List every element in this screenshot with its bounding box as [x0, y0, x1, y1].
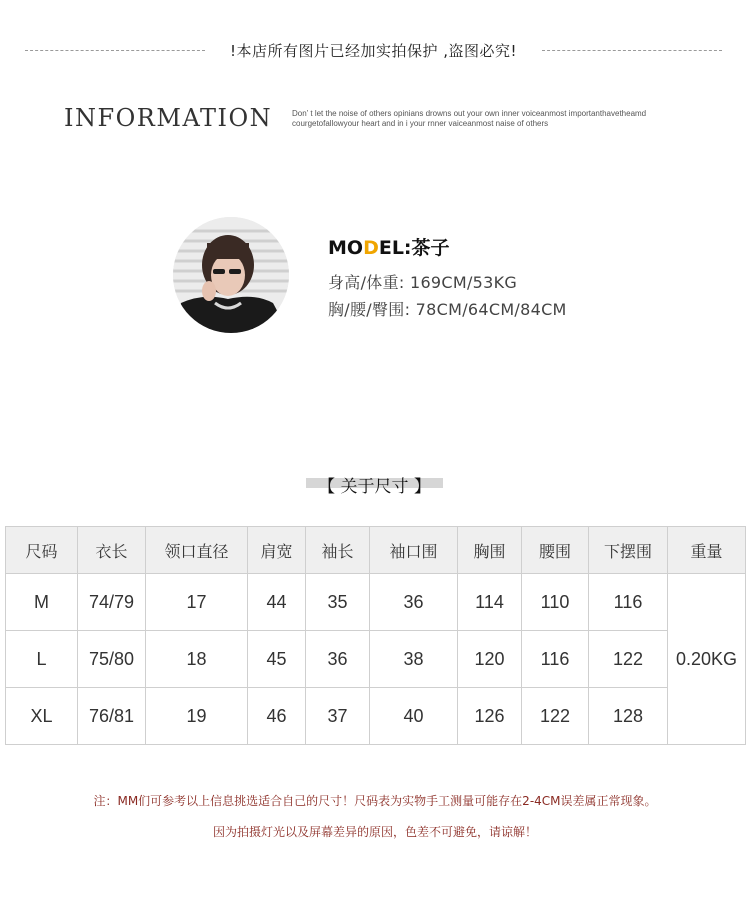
table-header-row	[6, 527, 746, 574]
table-cell: 18	[146, 631, 248, 688]
information-subtitle-line2: courgetofallowyour heart and in i your rnner vaiceanmost naise of others	[292, 119, 549, 128]
header-hem: 下摆围	[589, 527, 668, 574]
header-sleeve: 袖长	[306, 527, 370, 574]
model-name-value: 茶子	[411, 237, 450, 259]
notice-row	[0, 38, 750, 62]
size-heading-text: 【 关于尺寸 】	[318, 477, 431, 497]
table-cell: 35	[306, 574, 370, 631]
table-cell: 36	[370, 574, 458, 631]
header-bust: 胸围	[458, 527, 522, 574]
table-row	[6, 688, 746, 745]
model-label-part-a: MO	[328, 237, 364, 259]
table-cell: 120	[458, 631, 522, 688]
table-cell: 45	[248, 631, 306, 688]
table-cell: 74/79	[78, 574, 146, 631]
information-title: INFORMATION	[64, 104, 273, 132]
size-disclaimer-note: 注：MM们可参考以上信息挑选适合自己的尺寸！尺码表为实物手工测量可能存在2-4CM误差属正常现象。	[93, 794, 657, 808]
table-cell: 116	[589, 574, 668, 631]
table-cell: M	[6, 574, 78, 631]
table-cell: 19	[146, 688, 248, 745]
table-cell: 122	[522, 688, 589, 745]
model-measurements: 胸/腰/臀围: 78CM/64CM/84CM	[328, 300, 567, 319]
weight-cell: 0.20KG	[668, 574, 746, 745]
size-table	[5, 526, 746, 745]
model-label-highlight: D	[363, 237, 379, 259]
table-cell: 128	[589, 688, 668, 745]
table-cell: 122	[589, 631, 668, 688]
table-cell: 110	[522, 574, 589, 631]
table-cell: 38	[370, 631, 458, 688]
header-weight: 重量	[668, 527, 746, 574]
table-cell: 17	[146, 574, 248, 631]
information-subtitle-line1: Don’ t let the noise of others opinians drowns out your own inner voiceanmost importanthavetheamd	[292, 109, 647, 118]
header-shoulder: 肩宽	[248, 527, 306, 574]
table-cell: XL	[6, 688, 78, 745]
dashed-divider-left	[25, 50, 205, 51]
size-section-heading	[306, 472, 443, 497]
table-cell: 114	[458, 574, 522, 631]
model-name	[328, 233, 450, 260]
table-cell: L	[6, 631, 78, 688]
header-length: 衣长	[78, 527, 146, 574]
model-label-part-b: EL:	[378, 237, 412, 259]
header-cuff: 袖口围	[370, 527, 458, 574]
model-photo-illustration	[173, 217, 289, 333]
information-subtitle	[292, 109, 712, 129]
header-waist: 腰围	[522, 527, 589, 574]
model-avatar	[173, 217, 289, 333]
color-disclaimer-note: 因为拍摄灯光以及屏幕差异的原因，色差不可避免，请谅解！	[212, 825, 537, 839]
table-cell: 126	[458, 688, 522, 745]
table-cell: 75/80	[78, 631, 146, 688]
table-cell: 36	[306, 631, 370, 688]
table-cell: 40	[370, 688, 458, 745]
table-cell: 37	[306, 688, 370, 745]
model-height-weight: 身高/体重: 169CM/53KG	[328, 273, 518, 292]
table-cell: 44	[248, 574, 306, 631]
copyright-notice: !本店所有图片已经加实拍保护 ,盗图必究!	[229, 42, 518, 60]
dashed-divider-right	[542, 50, 722, 51]
header-size: 尺码	[6, 527, 78, 574]
table-row	[6, 574, 746, 631]
table-cell: 76/81	[78, 688, 146, 745]
table-row	[6, 631, 746, 688]
table-cell: 46	[248, 688, 306, 745]
header-neck-diameter: 领口直径	[146, 527, 248, 574]
table-cell: 116	[522, 631, 589, 688]
